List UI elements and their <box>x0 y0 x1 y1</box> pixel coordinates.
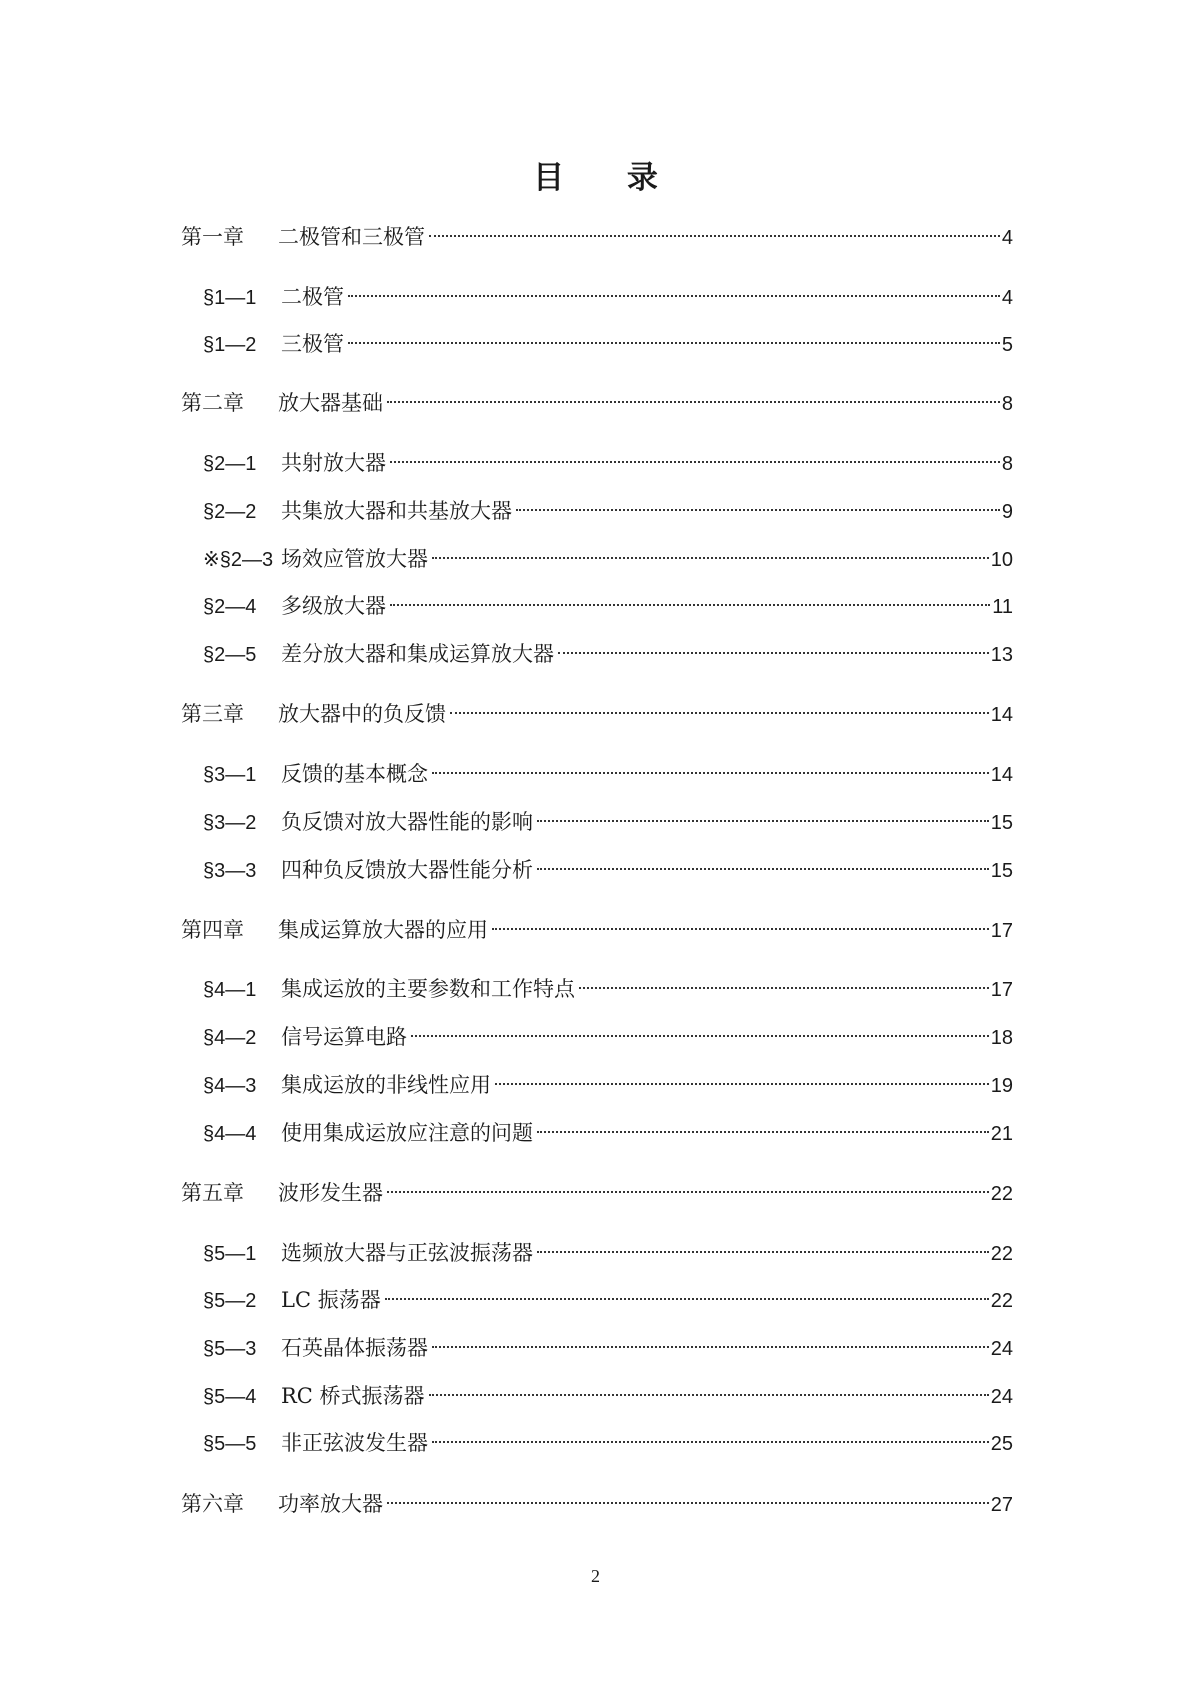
entry-number: §2—2 <box>203 501 257 523</box>
entry-page-number: 22 <box>990 1183 1013 1205</box>
toc-chapter-entry[interactable] <box>181 1170 1013 1205</box>
dot-leader <box>450 691 989 721</box>
entry-title: 集成运算放大器的应用 <box>278 918 488 942</box>
dot-leader <box>348 321 1000 351</box>
toc-section-entry[interactable] <box>203 631 1013 666</box>
entry-title: 选频放大器与正弦波振荡器 <box>281 1241 533 1265</box>
entry-page-number: 14 <box>990 764 1013 786</box>
entry-title: LC 振荡器 <box>281 1288 381 1312</box>
entry-page-number: 27 <box>990 1494 1013 1516</box>
dot-leader <box>492 907 989 937</box>
toc-section-entry[interactable] <box>203 440 1013 475</box>
dot-leader <box>387 1170 989 1200</box>
entry-number: §3—3 <box>203 860 257 882</box>
entry-page-number: 15 <box>990 860 1013 882</box>
entry-title: 非正弦波发生器 <box>281 1431 428 1455</box>
toc-section-entry[interactable] <box>203 847 1013 882</box>
toc-chapter-entry[interactable] <box>181 380 1013 415</box>
entry-title: 集成运放的主要参数和工作特点 <box>281 977 575 1001</box>
entry-title: 二极管和三极管 <box>278 225 425 249</box>
entry-page-number: 14 <box>990 704 1013 726</box>
entry-page-number: 22 <box>990 1290 1013 1312</box>
entry-number: 第五章 <box>181 1181 244 1205</box>
dot-leader <box>432 1325 989 1355</box>
entry-title: 二极管 <box>281 285 344 309</box>
entry-page-number: 17 <box>990 979 1013 1001</box>
entry-number: §2—4 <box>203 596 257 618</box>
toc-section-entry[interactable] <box>203 1277 1013 1312</box>
entry-title: 场效应管放大器 <box>281 547 428 571</box>
entry-number: 第一章 <box>181 225 244 249</box>
toc-section-entry[interactable] <box>203 751 1013 786</box>
page-number: 2 <box>591 1566 600 1586</box>
dot-leader <box>348 274 1000 304</box>
dot-leader <box>537 1110 989 1140</box>
dot-leader <box>387 1481 989 1511</box>
entry-page-number: 24 <box>990 1386 1013 1408</box>
toc-chapter-entry[interactable] <box>181 691 1013 726</box>
toc-chapter-entry[interactable] <box>181 214 1013 249</box>
entry-title: 差分放大器和集成运算放大器 <box>281 642 554 666</box>
dot-leader <box>432 751 989 781</box>
entry-number: §4—3 <box>203 1075 257 1097</box>
entry-number: §3—1 <box>203 764 257 786</box>
entry-number: §2—5 <box>203 644 257 666</box>
toc-section-entry[interactable] <box>203 583 1013 618</box>
entry-number: §4—1 <box>203 979 257 1001</box>
entry-page-number: 21 <box>990 1123 1013 1145</box>
dot-leader <box>579 966 989 996</box>
entry-title: 石英晶体振荡器 <box>281 1336 428 1360</box>
entry-number: §1—2 <box>203 334 257 356</box>
toc-section-entry[interactable] <box>203 536 1013 571</box>
entry-title: 四种负反馈放大器性能分析 <box>281 858 533 882</box>
toc-section-entry[interactable] <box>203 1014 1013 1049</box>
entry-number: §5—3 <box>203 1338 257 1360</box>
entry-title: 三极管 <box>281 332 344 356</box>
dot-leader <box>537 847 989 877</box>
entry-page-number: 8 <box>1001 393 1013 415</box>
dot-leader <box>411 1014 989 1044</box>
entry-number: 第二章 <box>181 391 244 415</box>
entry-number: §5—5 <box>203 1433 257 1455</box>
entry-page-number: 18 <box>990 1027 1013 1049</box>
dot-leader <box>387 380 1000 410</box>
toc-section-entry[interactable] <box>203 799 1013 834</box>
entry-number: §5—4 <box>203 1386 257 1408</box>
entry-title: 信号运算电路 <box>281 1025 407 1049</box>
dot-leader <box>516 488 1000 518</box>
entry-page-number: 11 <box>992 596 1013 618</box>
entry-number: 第四章 <box>181 918 244 942</box>
dot-leader <box>390 583 990 613</box>
dot-leader <box>537 1230 989 1260</box>
dot-leader <box>537 799 989 829</box>
entry-title: 共射放大器 <box>281 451 386 475</box>
entry-page-number: 19 <box>990 1075 1013 1097</box>
entry-title: 放大器基础 <box>278 391 383 415</box>
dot-leader <box>432 1420 989 1450</box>
entry-title: RC 桥式振荡器 <box>281 1384 425 1408</box>
entry-page-number: 15 <box>990 812 1013 834</box>
entry-page-number: 5 <box>1001 334 1013 356</box>
entry-title: 多级放大器 <box>281 594 386 618</box>
toc-section-entry[interactable] <box>203 1325 1013 1360</box>
entry-page-number: 10 <box>990 549 1013 571</box>
entry-number: 第六章 <box>181 1492 244 1516</box>
entry-title: 使用集成运放应注意的问题 <box>281 1121 533 1145</box>
entry-number: §5—2 <box>203 1290 257 1312</box>
entry-title: 集成运放的非线性应用 <box>281 1073 491 1097</box>
dot-leader <box>432 536 989 566</box>
toc-section-entry[interactable] <box>203 1420 1013 1455</box>
entry-title: 负反馈对放大器性能的影响 <box>281 810 533 834</box>
entry-page-number: 22 <box>990 1243 1013 1265</box>
entry-number: 第三章 <box>181 702 244 726</box>
toc-section-entry[interactable] <box>203 966 1013 1001</box>
entry-number: §3—2 <box>203 812 257 834</box>
entry-number: §5—1 <box>203 1243 257 1265</box>
entry-number: §4—4 <box>203 1123 257 1145</box>
dot-leader <box>429 214 1000 244</box>
entry-page-number: 24 <box>990 1338 1013 1360</box>
entry-number: §4—2 <box>203 1027 257 1049</box>
toc-section-entry[interactable] <box>203 1062 1013 1097</box>
entry-page-number: 4 <box>1001 287 1013 309</box>
entry-page-number: 25 <box>990 1433 1013 1455</box>
toc-section-entry[interactable] <box>203 488 1013 523</box>
entry-page-number: 13 <box>990 644 1013 666</box>
dot-leader <box>429 1373 989 1403</box>
toc-section-entry[interactable] <box>203 1110 1013 1145</box>
entry-title: 反馈的基本概念 <box>281 762 428 786</box>
toc-chapter-entry[interactable] <box>181 1481 1013 1516</box>
entry-title: 波形发生器 <box>278 1181 383 1205</box>
dot-leader <box>495 1062 989 1092</box>
entry-number: ※§2—3 <box>203 549 274 571</box>
entry-number: §2—1 <box>203 453 257 475</box>
dot-leader <box>558 631 989 661</box>
entry-page-number: 17 <box>990 920 1013 942</box>
entry-page-number: 4 <box>1001 227 1013 249</box>
toc-chapter-entry[interactable] <box>181 907 1013 942</box>
dot-leader <box>390 440 1000 470</box>
toc-section-entry[interactable] <box>203 321 1013 356</box>
entry-title: 共集放大器和共基放大器 <box>281 499 512 523</box>
toc-section-entry[interactable] <box>203 1373 1013 1408</box>
entry-page-number: 8 <box>1001 453 1013 475</box>
toc-section-entry[interactable] <box>203 1230 1013 1265</box>
entry-number: §1—1 <box>203 287 257 309</box>
entry-title: 放大器中的负反馈 <box>278 702 446 726</box>
dot-leader <box>385 1277 989 1307</box>
toc-heading: 目 录 <box>533 160 684 196</box>
toc-section-entry[interactable] <box>203 274 1013 309</box>
entry-page-number: 9 <box>1001 501 1013 523</box>
entry-title: 功率放大器 <box>278 1492 383 1516</box>
